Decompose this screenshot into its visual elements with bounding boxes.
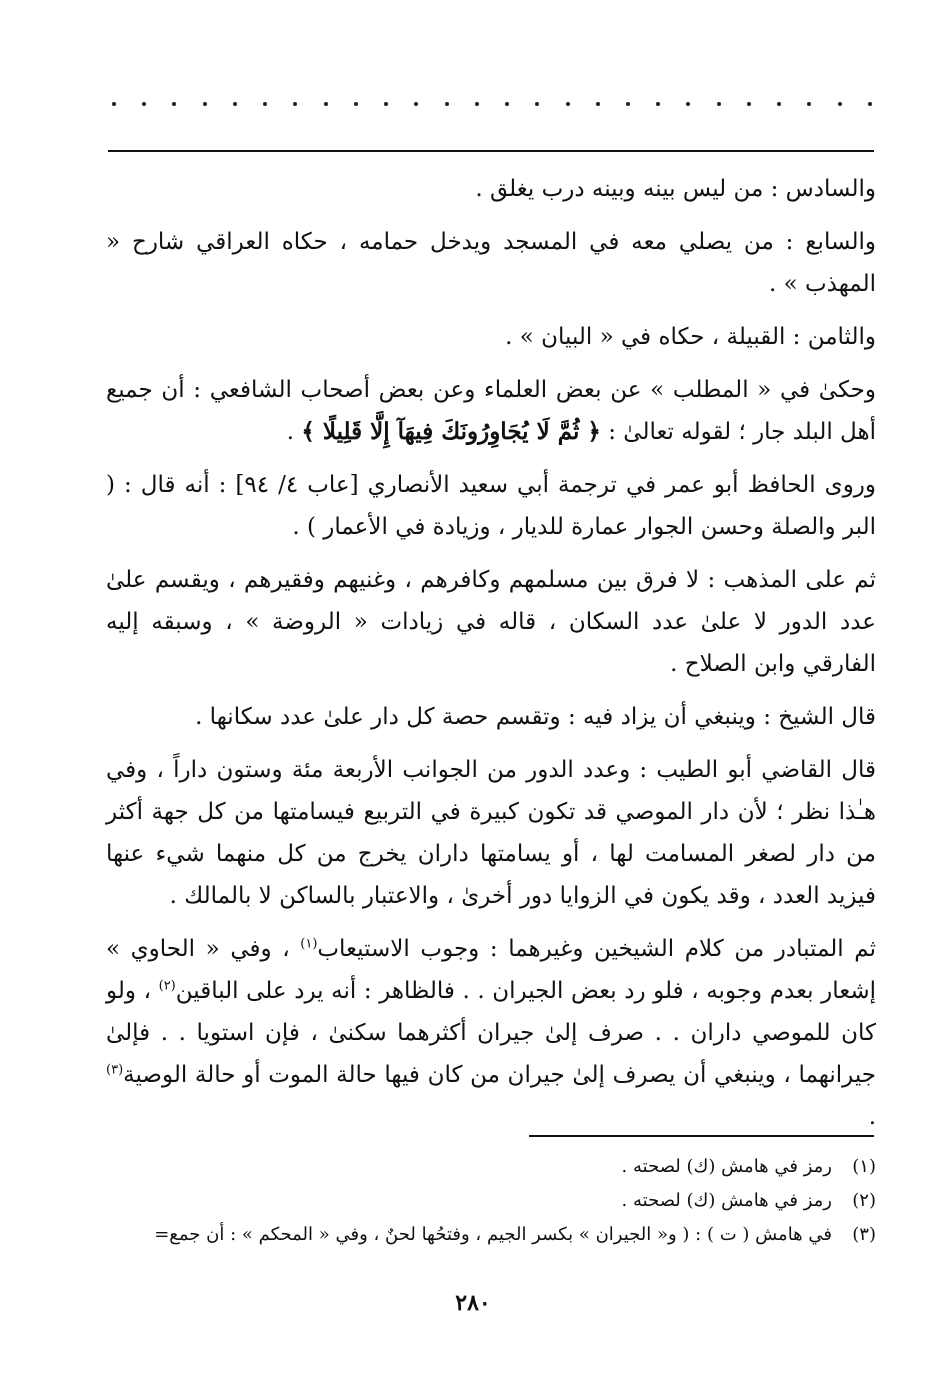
footnote-number: (٣)	[852, 1224, 876, 1245]
footnote-number: (٢)	[852, 1190, 876, 1211]
header-dot	[203, 102, 207, 106]
page-number: ٢٨٠	[455, 1290, 491, 1316]
paragraph-seventh: والسابع : من يصلي معه في المسجد ويدخل حمامه ، حكاه العراقي شارح « المهذب » .	[106, 229, 876, 297]
header-dot	[807, 102, 811, 106]
quran-verse: ﴿ ثُمَّ لَا يُجَاوِرُونَكَ فِيهَآ إِلَّا قَلِيلًا ﴾	[301, 418, 601, 445]
quote-end: .	[286, 419, 295, 445]
header-dot	[626, 102, 630, 106]
footnote-ref-2: (٢)	[158, 978, 176, 994]
header-dot	[354, 102, 358, 106]
header-dot	[324, 102, 328, 106]
footnote-number: (١)	[852, 1156, 876, 1177]
footnote-3	[106, 1218, 876, 1252]
footnote-text: رمز في هامش (ك) لصحته .	[621, 1190, 832, 1211]
header-dot	[233, 102, 237, 106]
header-dot	[838, 102, 842, 106]
header-dot	[112, 102, 116, 106]
quote-intro: وحكىٰ في « المطلب » عن بعض العلماء وعن بعض أصحاب الشافعي : أن جميع أهل البلد جار ؛ لقوله تعالىٰ :	[106, 377, 876, 445]
header-dot	[293, 102, 297, 106]
header-dot	[566, 102, 570, 106]
header-dot	[505, 102, 509, 106]
paragraph-shaykh: قال الشيخ : وينبغي أن يزاد فيه : وتقسم حصة كل دار علىٰ عدد سكانها .	[195, 704, 876, 730]
main-text	[106, 168, 876, 1149]
paragraph-sixth: والسادس : من ليس بينه وبينه درب يغلق .	[475, 176, 876, 202]
header-dot	[414, 102, 418, 106]
header-dot	[717, 102, 721, 106]
header-dot	[535, 102, 539, 106]
footnote-1	[106, 1150, 876, 1184]
paragraph-eighth: والثامن : القبيلة ، حكاه في « البيان » .	[505, 324, 876, 350]
header-dot	[747, 102, 751, 106]
header-dot	[172, 102, 176, 106]
footnote-text: في هامش ( ت ) : ( و« الجيران » بكسر الجيم ، وفتحُها لحنٌ ، وفي « المحكم » : أن جمع=	[154, 1224, 832, 1245]
header-dot	[868, 102, 872, 106]
footnote-2	[106, 1184, 876, 1218]
header-dot	[475, 102, 479, 106]
header-dot	[656, 102, 660, 106]
istiab-text-4: .	[868, 1104, 876, 1130]
istiab-text-3: ، ولو كان للموصي داران . . صرف إلىٰ جيران أكثرهما سكنىٰ ، فإن استويا . . فإلىٰ جيرانهما ، وينبغي أن يصرف إلىٰ جيران من كان فيها حالة الموت أو حالة الوصية	[106, 978, 876, 1088]
header-dot	[777, 102, 781, 106]
header-dot	[263, 102, 267, 106]
header-dot	[596, 102, 600, 106]
header-dot	[445, 102, 449, 106]
paragraph-qadi: قال القاضي أبو الطيب : وعدد الدور من الجوانب الأربعة مئة وستون داراً ، وفي هـٰذا نظر ؛ لأن دار الموصي قد تكون كبيرة في التربيع فيسامتها من كل جهة أكثر من دار لصغر المسامت لها ، أو يسامتها داران يخرج من كل منهما شيء عنها فيزيد العدد ، وقد يكون في الزوايا دور أخرىٰ ، والاعتبار بالساكن لا بالمالك .	[106, 757, 876, 909]
istiab-text-2: ، وفي « الحاوي » إشعار بعدم وجوبه ، فلو رد بعض الجيران . . فالظاهر : أنه يرد على الباقين	[106, 936, 877, 1004]
paragraph-hadith: وروى الحافظ أبو عمر في ترجمة أبي سعيد الأنصاري [عاب ٤/ ٩٤] : أنه قال : ( البر والصلة وحسن الجوار عمارة للديار ، وزيادة في الأعمار ) .	[106, 472, 877, 540]
footnote-text: رمز في هامش (ك) لصحته .	[621, 1156, 832, 1177]
header-dot	[142, 102, 146, 106]
paragraph-istiab	[106, 928, 876, 1138]
footnotes	[106, 1150, 876, 1252]
footnote-separator	[529, 1135, 874, 1137]
paragraph-madhhab: ثم على المذهب : لا فرق بين مسلمهم وكافرهم ، وغنيهم وفقيرهم ، ويقسم علىٰ عدد الدور لا علىٰ عدد السكان ، قاله في زيادات « الروضة » ، وسبقه إليه الفارقي وابن الصلاح .	[106, 567, 876, 677]
header-dotted-line	[112, 92, 872, 116]
paragraph-mutlab-quote	[106, 369, 876, 453]
header-rule	[108, 150, 874, 152]
istiab-text-1: ثم المتبادر من كلام الشيخين وغيرهما : وجوب الاستيعاب	[317, 936, 877, 962]
footnote-ref-1: (١)	[300, 936, 318, 952]
header-dot	[384, 102, 388, 106]
header-dot	[686, 102, 690, 106]
footnote-ref-3: (٣)	[106, 1062, 124, 1078]
